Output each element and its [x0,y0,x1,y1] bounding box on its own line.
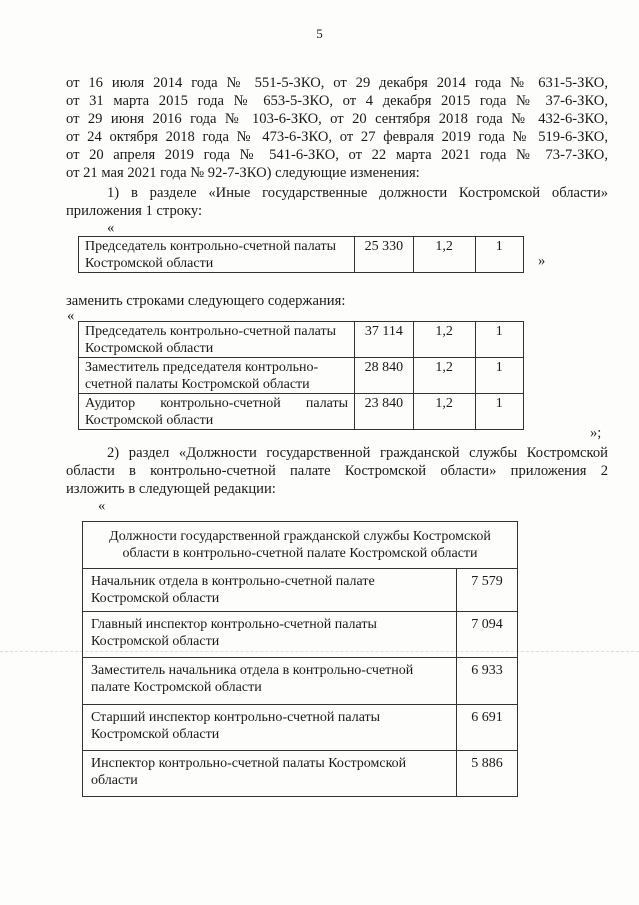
coefficient: 1,2 [413,322,475,358]
table-row [83,569,518,612]
section-header: Должности государственной гражданской службы Костромской области в контрольно-счетной палате Костромской области [83,522,518,569]
new-rows-table [78,321,524,430]
table-row [83,658,518,705]
close-quote-semicolon: »; [590,425,602,441]
position-value: 6 691 [457,705,518,751]
table-row [83,751,518,797]
open-quote: « [67,308,75,324]
table-row [83,612,518,658]
item2-line: изложить в следующей редакции: [66,481,276,497]
item2-line: 2) раздел «Должности государственной гражданской службы Костромской [107,445,608,461]
old-row-table [78,236,524,273]
close-quote: » [538,253,546,269]
position-value: 6 933 [457,658,518,705]
coefficient: 1,2 [413,237,475,273]
position-name: Аудитор контрольно-счетной палаты Костромской области [79,394,355,430]
open-quote: « [107,220,115,236]
position-name: Председатель контрольно-счетной палаты Костромской области [79,322,355,358]
table-row [79,237,524,273]
salary-amount: 23 840 [355,394,414,430]
intro-line: от 24 октября 2018 года № 473-6-ЗКО, от 27 февраля 2019 года № 519-6-ЗКО, [66,129,608,145]
salary-amount: 25 330 [355,237,414,273]
position-name: Заместитель председателя контрольно-счетной палаты Костромской области [79,358,355,394]
table-row [79,358,524,394]
position-name: Председатель контрольно-счетной палаты Костромской области [79,237,355,273]
replace-text: заменить строками следующего содержания: [66,293,346,309]
salary-amount: 37 114 [355,322,414,358]
page-number: 5 [316,26,323,41]
intro-line: от 20 апреля 2019 года № 541-6-ЗКО, от 22 марта 2021 года № 73-7-ЗКО, [66,147,608,163]
table-row [79,322,524,358]
intro-line: от 31 марта 2015 года № 653-5-ЗКО, от 4 декабря 2015 года № 37-6-ЗКО, [66,93,608,109]
open-quote: « [98,498,106,514]
table-row [79,394,524,430]
item2-paragraph [66,444,608,498]
civil-service-table [82,521,518,797]
position-value: 7 579 [457,569,518,612]
table-header-row [83,522,518,569]
item2-line: области в контрольно-счетной палате Костромской области» приложения 2 [66,463,608,479]
position-name: Заместитель начальника отдела в контрольно-счетной палате Костромской области [83,658,457,705]
position-value: 5 886 [457,751,518,797]
position-name: Начальник отдела в контрольно-счетной палате Костромской области [83,569,457,612]
position-name: Инспектор контрольно-счетной палаты Костромской области [83,751,457,797]
intro-paragraph [66,74,608,182]
intro-line: от 21 мая 2021 года № 92-7-ЗКО) следующие изменения: [66,165,420,181]
position-name: Главный инспектор контрольно-счетной палаты Костромской области [83,612,457,658]
table-row [83,705,518,751]
intro-line: от 29 июня 2016 года № 103-6-ЗКО, от 20 сентября 2018 года № 432-6-ЗКО, [66,111,608,127]
count: 1 [475,358,523,394]
salary-amount: 28 840 [355,358,414,394]
item1-line: 1) в разделе «Иные государственные должности Костромской области» [107,185,608,201]
position-name: Старший инспектор контрольно-счетной палаты Костромской области [83,705,457,751]
coefficient: 1,2 [413,394,475,430]
intro-line: от 16 июля 2014 года № 551-5-ЗКО, от 29 декабря 2014 года № 631-5-ЗКО, [66,75,608,91]
count: 1 [475,394,523,430]
count: 1 [475,322,523,358]
position-value: 7 094 [457,612,518,658]
item1-paragraph [66,184,608,220]
item1-line: приложения 1 строку: [66,203,203,219]
count: 1 [475,237,523,273]
coefficient: 1,2 [413,358,475,394]
